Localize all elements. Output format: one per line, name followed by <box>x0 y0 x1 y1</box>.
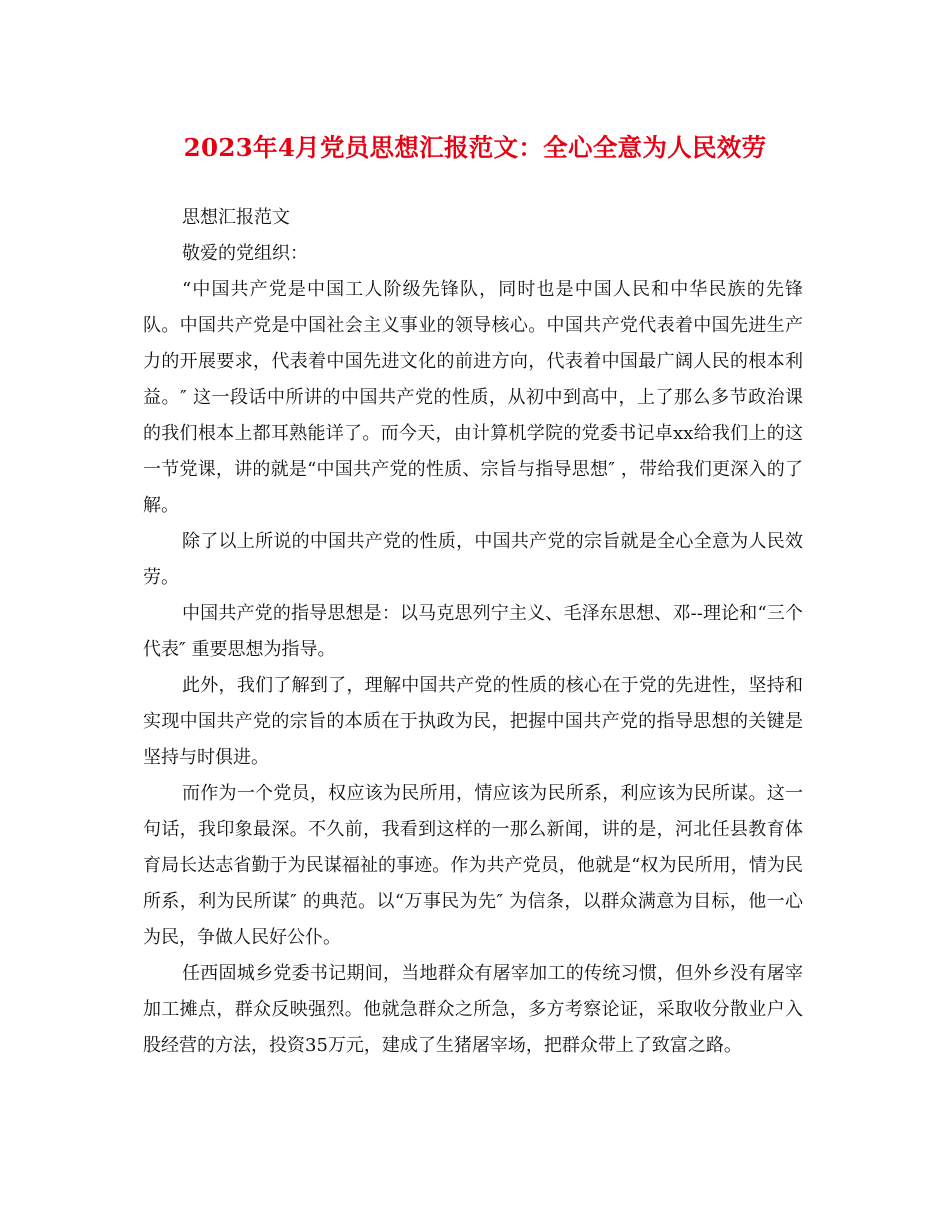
paragraph: 任西固城乡党委书记期间，当地群众有屠宰加工的传统习惯，但外乡没有屠宰加工摊点，群众反映强烈。他就急群众之所急，多方考察论证，采取收分散业户入股经营的方法，投资35万元，建成了生猪屠宰场，把群众带上了致富之路。 <box>143 963 803 1056</box>
document-body <box>143 200 803 1064</box>
paragraph: 中国共产党的指导思想是：以马克思列宁主义、毛泽东思想、邓--理论和“三个代表″ 重要思想为指导。 <box>143 603 803 660</box>
paragraph-salutation: 敬爱的党组织： <box>182 243 308 264</box>
paragraph: 而作为一个党员，权应该为民所用，情应该为民所系，利应该为民所谋。这一句话，我印象最深。不久前，我看到这样的一那么新闻，讲的是，河北任县教育体育局长达志省勤于为民谋福祉的事迹。作为共产党员，他就是“权为民所用，情为民所系，利为民所谋″ 的典范。以“万事民为先″ 为信条，以群众满意为目标，他一心为民，争做人民好公仆。 <box>143 783 803 948</box>
document-title: 2023年4月党员思想汇报范文：全心全意为人民效劳 <box>183 133 767 162</box>
paragraph: 除了以上所说的中国共产党的性质，中国共产党的宗旨就是全心全意为人民效劳。 <box>143 531 803 588</box>
paragraph: 此外，我们了解到了，理解中国共产党的性质的核心在于党的先进性，坚持和实现中国共产党的宗旨的本质在于执政为民，把握中国共产党的指导思想的关键是坚持与时俱进。 <box>143 675 803 768</box>
paragraph: “中国共产党是中国工人阶级先锋队，同时也是中国人民和中华民族的先锋队。中国共产党是中国社会主义事业的领导核心。中国共产党代表着中国先进生产力的开展要求，代表着中国先进文化的前进方向，代表着中国最广阔人民的根本利益。″ 这一段话中所讲的中国共产党的性质，从初中到高中，上了那么多节政治课的我们根本上都耳熟能详了。而今天，由计算机学院的党委书记卓xx给我们上的这一节党课，讲的就是“中国共产党的性质、宗旨与指导思想″ ，带给我们更深入的了解。 <box>143 279 803 516</box>
paragraph-heading: 思想汇报范文 <box>182 207 290 228</box>
